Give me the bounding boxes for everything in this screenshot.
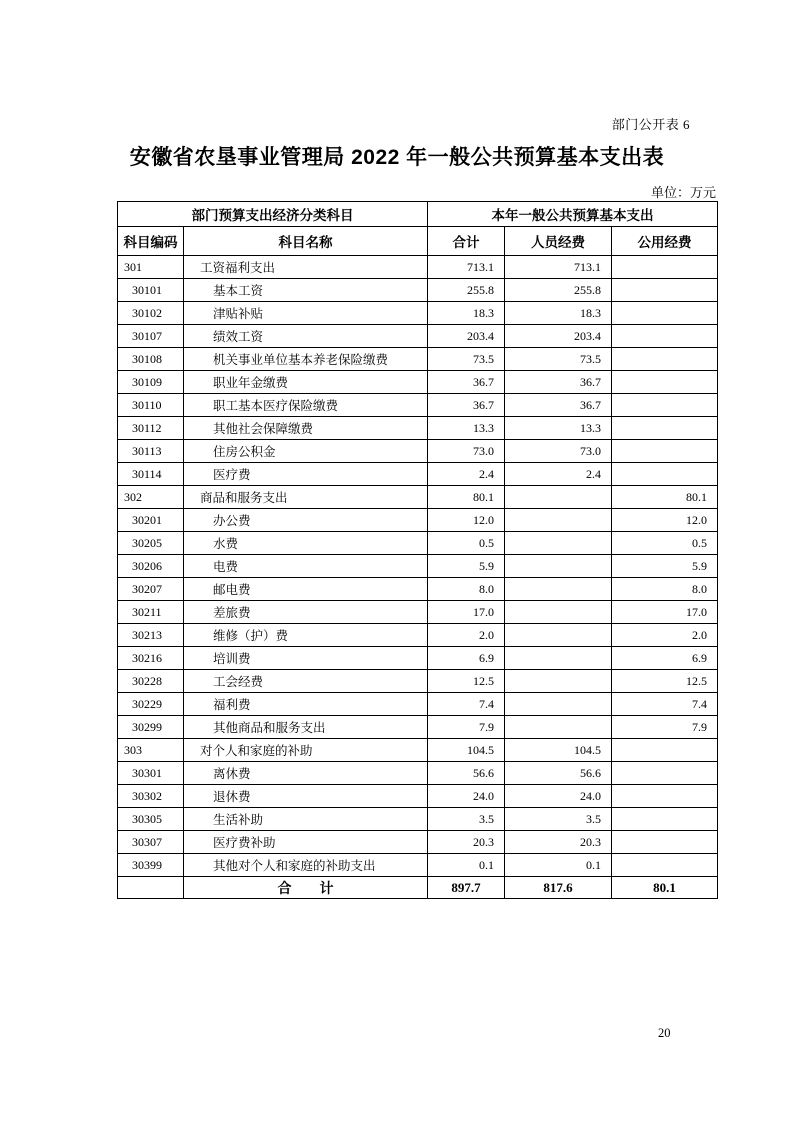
table-row <box>118 831 718 854</box>
subject-name: 其他社会保障缴费 <box>184 417 428 440</box>
total-value: 255.8 <box>428 279 505 302</box>
personnel-value: 203.4 <box>505 325 612 348</box>
subject-name: 水费 <box>184 532 428 555</box>
public-value: 12.0 <box>612 509 718 532</box>
col-header-total: 合计 <box>428 227 505 256</box>
table-row <box>118 532 718 555</box>
subject-name: 津贴补贴 <box>184 302 428 325</box>
total-row-personnel-value: 817.6 <box>505 877 612 899</box>
budget-table <box>117 201 718 899</box>
public-value <box>612 739 718 762</box>
subject-code: 30201 <box>118 509 184 532</box>
personnel-value <box>505 670 612 693</box>
total-value: 12.5 <box>428 670 505 693</box>
total-value: 7.9 <box>428 716 505 739</box>
subject-code: 30206 <box>118 555 184 578</box>
total-row-empty-code-cell <box>118 877 184 899</box>
total-row-public-value: 80.1 <box>612 877 718 899</box>
public-value <box>612 394 718 417</box>
col-header-subject-name: 科目名称 <box>184 227 428 256</box>
subject-name: 培训费 <box>184 647 428 670</box>
public-value <box>612 463 718 486</box>
table-header-group-row <box>118 202 718 227</box>
total-value: 7.4 <box>428 693 505 716</box>
total-value: 0.1 <box>428 854 505 877</box>
personnel-value: 13.3 <box>505 417 612 440</box>
public-value: 17.0 <box>612 601 718 624</box>
table-row <box>118 371 718 394</box>
personnel-value: 18.3 <box>505 302 612 325</box>
personnel-value <box>505 624 612 647</box>
col-header-public-funds: 公用经费 <box>612 227 718 256</box>
total-value: 80.1 <box>428 486 505 509</box>
table-row <box>118 555 718 578</box>
subject-code: 301 <box>118 256 184 279</box>
table-row <box>118 348 718 371</box>
subject-name: 福利费 <box>184 693 428 716</box>
personnel-value <box>505 555 612 578</box>
table-row <box>118 601 718 624</box>
table-row <box>118 509 718 532</box>
personnel-value <box>505 509 612 532</box>
subject-name: 医疗费补助 <box>184 831 428 854</box>
table-row <box>118 739 718 762</box>
public-value: 2.0 <box>612 624 718 647</box>
subject-name: 职业年金缴费 <box>184 371 428 394</box>
subject-name: 维修（护）费 <box>184 624 428 647</box>
table-row <box>118 578 718 601</box>
personnel-value: 36.7 <box>505 394 612 417</box>
subject-code: 302 <box>118 486 184 509</box>
subject-code: 303 <box>118 739 184 762</box>
public-value <box>612 762 718 785</box>
total-value: 104.5 <box>428 739 505 762</box>
personnel-value: 36.7 <box>505 371 612 394</box>
public-value: 6.9 <box>612 647 718 670</box>
subject-code: 30205 <box>118 532 184 555</box>
personnel-value <box>505 578 612 601</box>
subject-name: 电费 <box>184 555 428 578</box>
subject-name: 商品和服务支出 <box>184 486 428 509</box>
table-row <box>118 279 718 302</box>
total-value: 3.5 <box>428 808 505 831</box>
subject-name: 邮电费 <box>184 578 428 601</box>
total-value: 24.0 <box>428 785 505 808</box>
personnel-value <box>505 601 612 624</box>
page-title: 安徽省农垦事业管理局 2022 年一般公共预算基本支出表 <box>129 146 665 169</box>
public-value: 8.0 <box>612 578 718 601</box>
table-row <box>118 762 718 785</box>
personnel-value: 713.1 <box>505 256 612 279</box>
public-value: 7.9 <box>612 716 718 739</box>
public-value <box>612 279 718 302</box>
public-value: 0.5 <box>612 532 718 555</box>
subject-code: 30216 <box>118 647 184 670</box>
personnel-value: 73.5 <box>505 348 612 371</box>
public-value: 7.4 <box>612 693 718 716</box>
subject-code: 30228 <box>118 670 184 693</box>
total-row-label: 合 计 <box>184 877 428 899</box>
table-row <box>118 670 718 693</box>
total-value: 20.3 <box>428 831 505 854</box>
subject-name: 住房公积金 <box>184 440 428 463</box>
personnel-value: 20.3 <box>505 831 612 854</box>
subject-code: 30110 <box>118 394 184 417</box>
page-number: 20 <box>658 1026 671 1040</box>
subject-name: 离休费 <box>184 762 428 785</box>
public-value <box>612 440 718 463</box>
personnel-value: 0.1 <box>505 854 612 877</box>
personnel-value <box>505 716 612 739</box>
personnel-value: 73.0 <box>505 440 612 463</box>
subject-name: 对个人和家庭的补助 <box>184 739 428 762</box>
public-value <box>612 371 718 394</box>
table-row <box>118 808 718 831</box>
subject-code: 30108 <box>118 348 184 371</box>
subject-code: 30301 <box>118 762 184 785</box>
personnel-value <box>505 486 612 509</box>
total-value: 18.3 <box>428 302 505 325</box>
public-value <box>612 831 718 854</box>
subject-code: 30399 <box>118 854 184 877</box>
table-row <box>118 417 718 440</box>
subject-code: 30113 <box>118 440 184 463</box>
subject-name: 其他对个人和家庭的补助支出 <box>184 854 428 877</box>
table-column-header-row <box>118 227 718 256</box>
unit-label: 单位：万元 <box>650 185 716 200</box>
total-value: 12.0 <box>428 509 505 532</box>
personnel-value: 255.8 <box>505 279 612 302</box>
subject-name: 职工基本医疗保险缴费 <box>184 394 428 417</box>
public-value: 5.9 <box>612 555 718 578</box>
subject-name: 退休费 <box>184 785 428 808</box>
public-value <box>612 785 718 808</box>
total-value: 17.0 <box>428 601 505 624</box>
public-value: 12.5 <box>612 670 718 693</box>
subject-code: 30307 <box>118 831 184 854</box>
public-value <box>612 348 718 371</box>
table-row <box>118 302 718 325</box>
total-value: 73.5 <box>428 348 505 371</box>
total-row-total-value: 897.7 <box>428 877 505 899</box>
personnel-value <box>505 532 612 555</box>
table-row <box>118 486 718 509</box>
personnel-value: 104.5 <box>505 739 612 762</box>
total-value: 2.0 <box>428 624 505 647</box>
table-total-row <box>118 877 718 899</box>
header-economic-classification: 部门预算支出经济分类科目 <box>118 202 428 227</box>
subject-code: 30299 <box>118 716 184 739</box>
subject-name: 基本工资 <box>184 279 428 302</box>
table-row <box>118 325 718 348</box>
personnel-value <box>505 693 612 716</box>
table-row <box>118 716 718 739</box>
total-value: 0.5 <box>428 532 505 555</box>
subject-code: 30102 <box>118 302 184 325</box>
col-header-personnel-funds: 人员经费 <box>505 227 612 256</box>
subject-name: 机关事业单位基本养老保险缴费 <box>184 348 428 371</box>
total-value: 8.0 <box>428 578 505 601</box>
total-value: 2.4 <box>428 463 505 486</box>
public-value: 80.1 <box>612 486 718 509</box>
subject-code: 30229 <box>118 693 184 716</box>
total-value: 73.0 <box>428 440 505 463</box>
personnel-value: 2.4 <box>505 463 612 486</box>
subject-name: 差旅费 <box>184 601 428 624</box>
subject-code: 30107 <box>118 325 184 348</box>
table-row <box>118 394 718 417</box>
public-value <box>612 325 718 348</box>
subject-name: 医疗费 <box>184 463 428 486</box>
subject-code: 30211 <box>118 601 184 624</box>
public-value <box>612 256 718 279</box>
personnel-value: 56.6 <box>505 762 612 785</box>
subject-code: 30302 <box>118 785 184 808</box>
total-value: 203.4 <box>428 325 505 348</box>
table-row <box>118 785 718 808</box>
subject-code: 30114 <box>118 463 184 486</box>
table-row <box>118 624 718 647</box>
table-body <box>118 256 718 877</box>
subject-name: 工会经费 <box>184 670 428 693</box>
total-value: 5.9 <box>428 555 505 578</box>
subject-name: 工资福利支出 <box>184 256 428 279</box>
public-value <box>612 808 718 831</box>
subject-name: 绩效工资 <box>184 325 428 348</box>
subject-name: 其他商品和服务支出 <box>184 716 428 739</box>
personnel-value: 3.5 <box>505 808 612 831</box>
header-current-year-basic-expenditure: 本年一般公共预算基本支出 <box>428 202 718 227</box>
table-row <box>118 463 718 486</box>
subject-code: 30101 <box>118 279 184 302</box>
doc-table-label: 部门公开表 6 <box>611 117 690 132</box>
table-row <box>118 440 718 463</box>
public-value <box>612 302 718 325</box>
table-row <box>118 647 718 670</box>
personnel-value <box>505 647 612 670</box>
total-value: 6.9 <box>428 647 505 670</box>
subject-code: 30112 <box>118 417 184 440</box>
total-value: 713.1 <box>428 256 505 279</box>
subject-code: 30207 <box>118 578 184 601</box>
total-value: 36.7 <box>428 371 505 394</box>
total-value: 36.7 <box>428 394 505 417</box>
public-value <box>612 417 718 440</box>
table-row <box>118 854 718 877</box>
table-row <box>118 693 718 716</box>
col-header-subject-code: 科目编码 <box>118 227 184 256</box>
table-row <box>118 256 718 279</box>
subject-code: 30213 <box>118 624 184 647</box>
subject-name: 办公费 <box>184 509 428 532</box>
subject-code: 30305 <box>118 808 184 831</box>
total-value: 56.6 <box>428 762 505 785</box>
subject-code: 30109 <box>118 371 184 394</box>
subject-name: 生活补助 <box>184 808 428 831</box>
public-value <box>612 854 718 877</box>
total-value: 13.3 <box>428 417 505 440</box>
personnel-value: 24.0 <box>505 785 612 808</box>
